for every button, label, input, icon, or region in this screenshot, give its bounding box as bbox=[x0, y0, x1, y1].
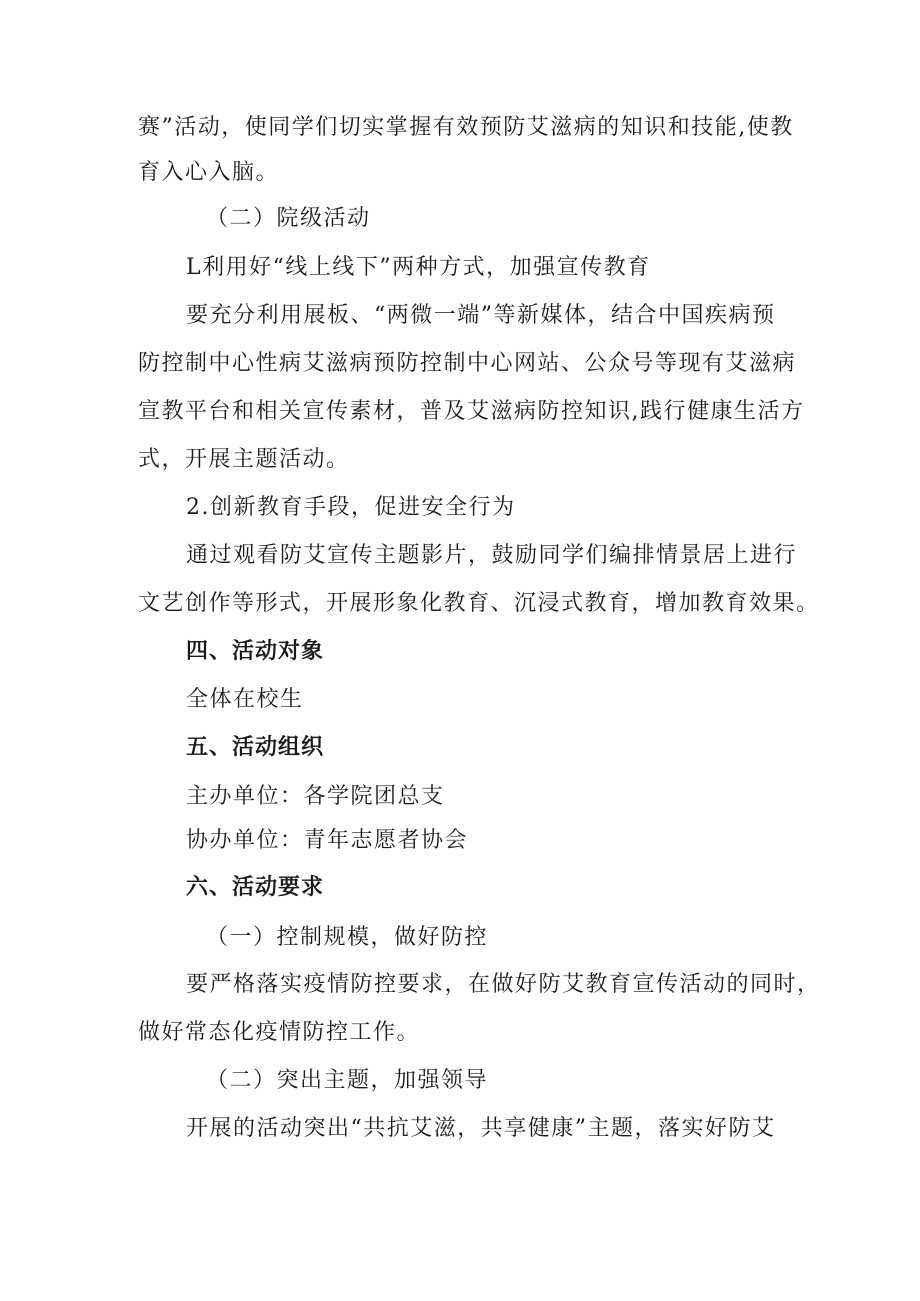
paragraph-line: 主办单位：各学院团总支 bbox=[186, 784, 445, 809]
section-heading: 六、活动要求 bbox=[186, 875, 325, 900]
item-heading: 2.创新教育手段，促进安全行为 bbox=[186, 495, 516, 520]
paragraph-line: 要严格落实疫情防控要求，在做好防艾教育宣传活动的同时， bbox=[186, 972, 821, 997]
item-heading: L利用好“线上线下”两种方式，加强宣传教育 bbox=[186, 255, 651, 280]
paragraph-line: 育入心入脑。 bbox=[138, 160, 280, 185]
paragraph-line: 全体在校生 bbox=[186, 687, 304, 712]
subsection-heading: （二）院级活动 bbox=[206, 206, 371, 231]
subsection-heading: （二）突出主题，加强领导 bbox=[206, 1068, 489, 1093]
paragraph-line: 开展的活动突出“共抗艾滋，共享健康”主题，落实好防艾 bbox=[186, 1116, 776, 1141]
paragraph-line: 通过观看防艾宣传主题影片，鼓励同学们编排情景居上进行 bbox=[186, 543, 798, 568]
subsection-heading: （一）控制规模，做好防控 bbox=[206, 925, 489, 950]
section-heading: 四、活动对象 bbox=[186, 639, 325, 664]
paragraph-line: 做好常态化疫情防控工作。 bbox=[138, 1020, 421, 1045]
paragraph-line: 式，开展主题活动。 bbox=[138, 447, 350, 472]
paragraph-line: 要充分利用展板、“两微一端”等新媒体，结合中国疾病预 bbox=[186, 303, 776, 328]
paragraph-line: 防控制中心性病艾滋病预防控制中心网站、公众号等现有艾滋病 bbox=[138, 351, 797, 376]
section-heading: 五、活动组织 bbox=[186, 735, 325, 760]
paragraph-line: 赛”活动，使同学们切实掌握有效预防艾滋病的知识和技能,使教 bbox=[138, 115, 794, 140]
paragraph-line: 文艺创作等形式，开展形象化教育、沉浸式教育，增加教育效果。 bbox=[138, 591, 820, 616]
paragraph-line: 协办单位：青年志愿者协会 bbox=[186, 828, 469, 853]
paragraph-line: 宣教平台和相关宣传素材，普及艾滋病防控知识,践行健康生活方 bbox=[138, 399, 805, 424]
